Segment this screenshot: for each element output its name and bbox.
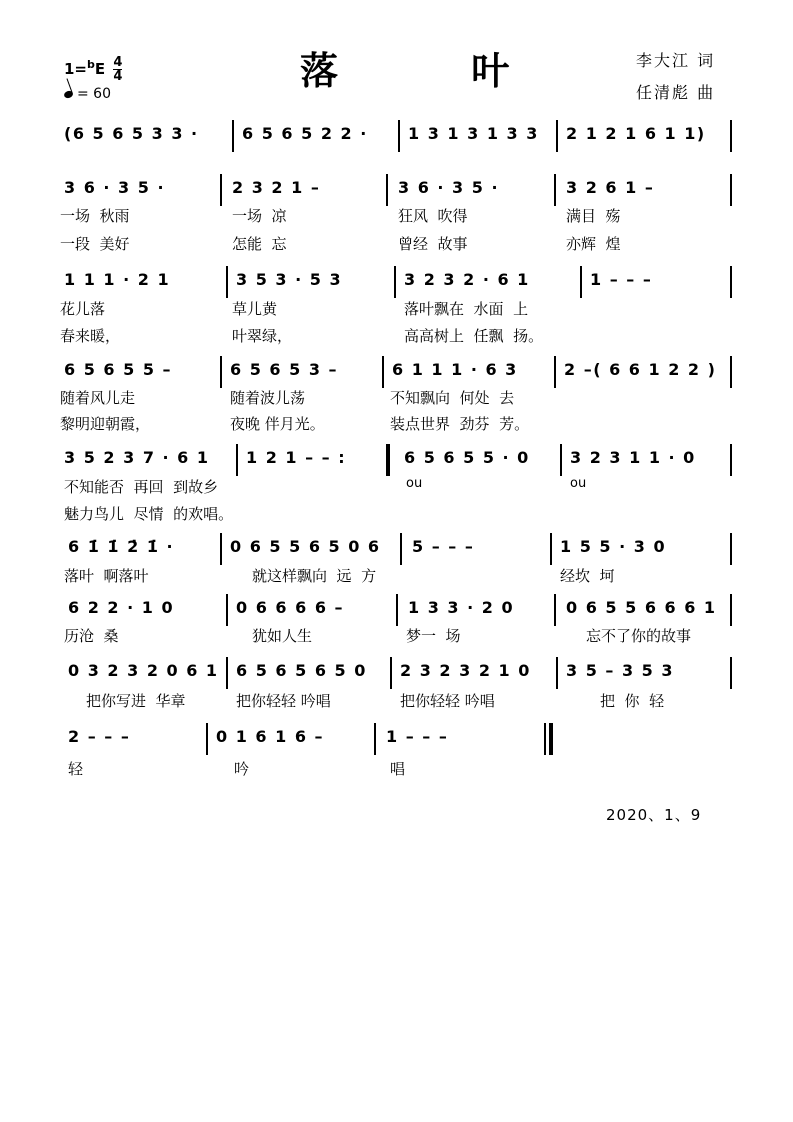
bar-line bbox=[560, 444, 562, 476]
lyric-line bbox=[60, 325, 736, 347]
bar-line bbox=[226, 266, 228, 298]
lyric-segment: 就这样飘向 远 方 bbox=[252, 567, 377, 585]
lyric-segment: 一段 美好 bbox=[60, 235, 130, 253]
bar-line bbox=[556, 657, 558, 689]
measure: 3 5 2 3 7 · 6 1 bbox=[64, 448, 210, 467]
bar-line bbox=[398, 120, 400, 152]
quarter-note-icon bbox=[63, 90, 74, 100]
lyric-line bbox=[60, 690, 736, 712]
staff-row bbox=[60, 120, 736, 160]
measure: 3 5 3 · 5 3 bbox=[236, 270, 343, 289]
lyric-line bbox=[60, 413, 736, 435]
lyric-segment: 春来暖， bbox=[60, 327, 121, 345]
measure: 6 5 6 5 5 – bbox=[64, 360, 173, 379]
bar-line bbox=[232, 120, 234, 152]
measure: 0 3 2 3 2 0 6 1 bbox=[68, 661, 219, 680]
bar-line bbox=[374, 723, 376, 755]
tempo-value: = 60 bbox=[77, 86, 111, 102]
measure: (6 5 6 5 3 3 · bbox=[64, 124, 199, 143]
time-signature bbox=[113, 56, 122, 83]
lyric-segment: 不知飘向 何处 去 bbox=[390, 389, 515, 407]
bar-line bbox=[386, 174, 388, 206]
measure: 5 – – – bbox=[412, 537, 475, 556]
staff-row bbox=[60, 723, 736, 763]
song-title: 落 叶 bbox=[300, 49, 570, 93]
lyric-segment: 犹如人生 bbox=[252, 627, 313, 645]
bar-line bbox=[220, 356, 222, 388]
measure: 6 1 1 1 · 6 3 bbox=[392, 360, 518, 379]
lyric-line bbox=[60, 565, 736, 587]
bar-line bbox=[236, 444, 238, 476]
bar-line bbox=[394, 266, 396, 298]
measure: 6 5 6 5 2 2 · bbox=[242, 124, 368, 143]
lyric-line bbox=[60, 476, 736, 498]
measure: 6 1̇ 1̇ 2̇ 1̇ · bbox=[68, 537, 175, 556]
lyric-line bbox=[60, 503, 736, 525]
measure: 0 6 5 5 6 6 6 1 bbox=[566, 598, 717, 617]
lyric-segment: 落叶飘在 水面 上 bbox=[404, 300, 529, 318]
bar-line bbox=[554, 356, 556, 388]
measure: 2 1 2 1 6 1 1) bbox=[566, 124, 706, 143]
measure: 1 1 1 · 2 1 bbox=[64, 270, 171, 289]
measure: 3 5 – 3 5 3 bbox=[566, 661, 675, 680]
lyric-line bbox=[60, 233, 736, 255]
lyric-segment: 历沧 桑 bbox=[64, 627, 119, 645]
lyric-segment: 一场 凉 bbox=[232, 207, 287, 225]
lyric-segment: 一场 秋雨 bbox=[60, 207, 130, 225]
lyric-segment: 落叶 啊落叶 bbox=[64, 567, 149, 585]
bar-line bbox=[580, 266, 582, 298]
measure: 2 –( 6 6 1 2 2 ) bbox=[564, 360, 717, 379]
date-stamp: 2020、1、9 bbox=[606, 806, 702, 824]
lyric-segment: 唱 bbox=[390, 760, 406, 778]
bar-line bbox=[730, 594, 732, 626]
lyric-segment: 怎能 忘 bbox=[232, 235, 287, 253]
measure: 3 6 · 3 5 · bbox=[398, 178, 500, 197]
tempo-marking bbox=[64, 86, 111, 102]
measure: 3 2 3 2 · 6 1 bbox=[404, 270, 530, 289]
lyric-segment: 狂风 吹得 bbox=[398, 207, 468, 225]
lyric-segment: 忘不了你的故事 bbox=[586, 627, 692, 645]
lyric-segment: 黎明迎朝霞， bbox=[60, 415, 151, 433]
bar-line bbox=[554, 174, 556, 206]
measure: 6 5 6 5 5 · 0 bbox=[404, 448, 530, 467]
time-top: 4 bbox=[113, 55, 123, 70]
lyric-segment: 夜晚 伴月光。 bbox=[230, 415, 325, 433]
bar-line bbox=[544, 723, 546, 755]
bar-line bbox=[226, 657, 228, 689]
bar-line bbox=[400, 533, 402, 565]
lyric-segment: 曾经 故事 bbox=[398, 235, 468, 253]
lyric-segment: ou bbox=[570, 476, 587, 491]
repeat-bar-line bbox=[386, 444, 390, 476]
bar-line bbox=[730, 266, 732, 298]
lyric-segment: 轻 bbox=[68, 760, 84, 778]
measure: 2 3 2 3 2 1 0 bbox=[400, 661, 531, 680]
lyric-segment: 随着波儿荡 bbox=[230, 389, 306, 407]
measure: 1 5 5 · 3 0 bbox=[560, 537, 667, 556]
lyric-line bbox=[60, 205, 736, 227]
bar-line bbox=[730, 120, 732, 152]
time-bottom: 4 bbox=[113, 69, 123, 84]
lyric-segment: 经坎 坷 bbox=[560, 567, 615, 585]
bar-line bbox=[550, 533, 552, 565]
lyricist-credit: 李大江 词 bbox=[636, 51, 716, 70]
lyric-segment: 不知能否 再回 到故乡 bbox=[64, 478, 219, 496]
key-note: E bbox=[94, 60, 106, 78]
lyric-line bbox=[60, 758, 736, 780]
key-flat: b bbox=[87, 58, 95, 71]
lyric-segment: 把你写进 华章 bbox=[86, 692, 186, 710]
bar-line bbox=[382, 356, 384, 388]
bar-line bbox=[730, 174, 732, 206]
measure: 1 3 1 3 1 3 3 bbox=[408, 124, 539, 143]
lyric-segment: 装点世界 劲芬 芳。 bbox=[390, 415, 530, 433]
measure: 3 6 · 3 5 · bbox=[64, 178, 166, 197]
lyric-segment: 吟 bbox=[234, 760, 250, 778]
lyric-line bbox=[60, 387, 736, 409]
lyric-segment: 梦一 场 bbox=[406, 627, 461, 645]
key-prefix: 1= bbox=[64, 60, 88, 78]
lyric-segment: 把你轻轻 吟唱 bbox=[400, 692, 495, 710]
measure: 1 2 1 – – : bbox=[246, 448, 347, 467]
lyric-segment: 高高树上 任飘 扬。 bbox=[404, 327, 544, 345]
measure: 0 1 6 1 6 – bbox=[216, 727, 325, 746]
measure: 6 2 2 · 1 0 bbox=[68, 598, 175, 617]
lyric-segment: ou bbox=[406, 476, 423, 491]
measure: 1 – – – bbox=[590, 270, 653, 289]
lyric-segment: 随着风儿走 bbox=[60, 389, 136, 407]
lyric-line bbox=[60, 298, 736, 320]
final-bar-line bbox=[549, 723, 553, 755]
lyric-segment: 满目 殇 bbox=[566, 207, 621, 225]
bar-line bbox=[220, 533, 222, 565]
lyric-segment: 叶翠绿， bbox=[232, 327, 293, 345]
bar-line bbox=[556, 120, 558, 152]
lyric-segment: 亦辉 煌 bbox=[566, 235, 621, 253]
bar-line bbox=[220, 174, 222, 206]
lyric-segment: 把你轻轻 吟唱 bbox=[236, 692, 331, 710]
lyric-line bbox=[60, 625, 736, 647]
bar-line bbox=[390, 657, 392, 689]
bar-line bbox=[730, 444, 732, 476]
lyric-segment: 花儿落 bbox=[60, 300, 106, 318]
bar-line bbox=[730, 657, 732, 689]
bar-line bbox=[396, 594, 398, 626]
lyric-segment: 草儿黄 bbox=[232, 300, 278, 318]
measure: 1 3 3 · 2 0 bbox=[408, 598, 515, 617]
measure: 2 – – – bbox=[68, 727, 131, 746]
measure: 0 6 5 5 6 5 0 6 bbox=[230, 537, 381, 556]
bar-line bbox=[730, 356, 732, 388]
measure: 6 5 6 5 3 – bbox=[230, 360, 339, 379]
bar-line bbox=[226, 594, 228, 626]
measure: 3 2 3 1 1 · 0 bbox=[570, 448, 696, 467]
measure: 0 6 6 6 6 – bbox=[236, 598, 345, 617]
lyric-segment: 把 你 轻 bbox=[600, 692, 665, 710]
key-signature bbox=[64, 56, 122, 83]
composer-credit: 任清彪 曲 bbox=[636, 83, 716, 102]
bar-line bbox=[554, 594, 556, 626]
measure: 1 – – – bbox=[386, 727, 449, 746]
measure: 3 2 6 1 – bbox=[566, 178, 655, 197]
bar-line bbox=[206, 723, 208, 755]
bar-line bbox=[730, 533, 732, 565]
measure: 6 5 6 5 6 5 0 bbox=[236, 661, 367, 680]
lyric-segment: 魅力鸟儿 尽情 的欢唱。 bbox=[64, 505, 234, 523]
measure: 2 3 2 1 – bbox=[232, 178, 321, 197]
